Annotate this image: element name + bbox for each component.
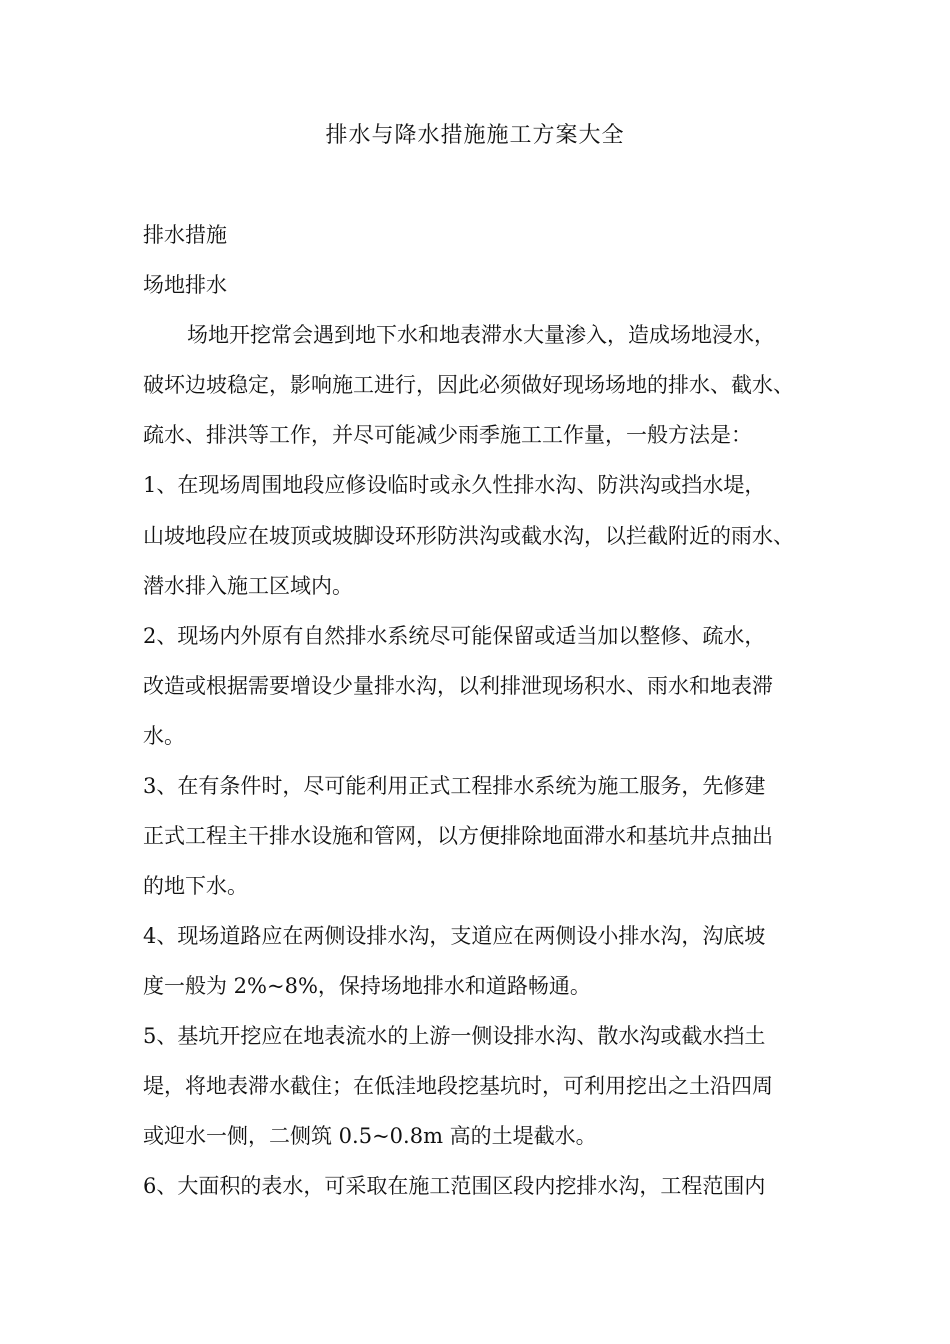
- list-item-line: 3、在有条件时，尽可能利用正式工程排水系统为施工服务，先修建: [143, 774, 766, 798]
- list-item-line: 正式工程主干排水设施和管网，以方便排除地面滞水和基坑井点抽出: [143, 824, 773, 848]
- list-item-line: 潜水排入施工区域内。: [143, 574, 353, 598]
- list-item-line: 或迎水一侧，二侧筑 0.5~0.8m 高的土堤截水。: [143, 1124, 597, 1148]
- list-item-line: 1、在现场周围地段应修设临时或永久性排水沟、防洪沟或挡水堤，: [143, 473, 766, 497]
- list-item-line: 山坡地段应在坡顶或坡脚设环形防洪沟或截水沟，以拦截附近的雨水、: [143, 524, 794, 548]
- paragraph-line: 疏水、排洪等工作，并尽可能减少雨季施工工作量，一般方法是：: [143, 423, 752, 447]
- list-item-line: 度一般为 2%~8%，保持场地排水和道路畅通。: [143, 974, 591, 998]
- list-item-line: 堤，将地表滞水截住；在低洼地段挖基坑时，可利用挖出之土沿四周: [143, 1074, 773, 1098]
- list-item-line: 4、现场道路应在两侧设排水沟，支道应在两侧设小排水沟，沟底坡: [143, 924, 766, 948]
- subsection-heading: 场地排水: [143, 273, 227, 297]
- list-item-line: 2、现场内外原有自然排水系统尽可能保留或适当加以整修、疏水，: [143, 624, 766, 648]
- list-item-line: 水。: [143, 724, 185, 748]
- list-item-line: 的地下水。: [143, 874, 248, 898]
- list-item-line: 5、基坑开挖应在地表流水的上游一侧设排水沟、散水沟或截水挡土: [143, 1024, 766, 1048]
- paragraph-line: 场地开挖常会遇到地下水和地表滞水大量渗入，造成场地浸水，: [187, 323, 775, 347]
- section-heading: 排水措施: [143, 223, 227, 247]
- list-item-line: 6、大面积的表水，可采取在施工范围区段内挖排水沟，工程范围内: [143, 1174, 766, 1198]
- list-item-line: 改造或根据需要增设少量排水沟，以利排泄现场积水、雨水和地表滞: [143, 674, 773, 698]
- document-title: 排水与降水措施施工方案大全: [325, 123, 625, 148]
- paragraph-line: 破坏边坡稳定，影响施工进行，因此必须做好现场场地的排水、截水、: [143, 373, 794, 397]
